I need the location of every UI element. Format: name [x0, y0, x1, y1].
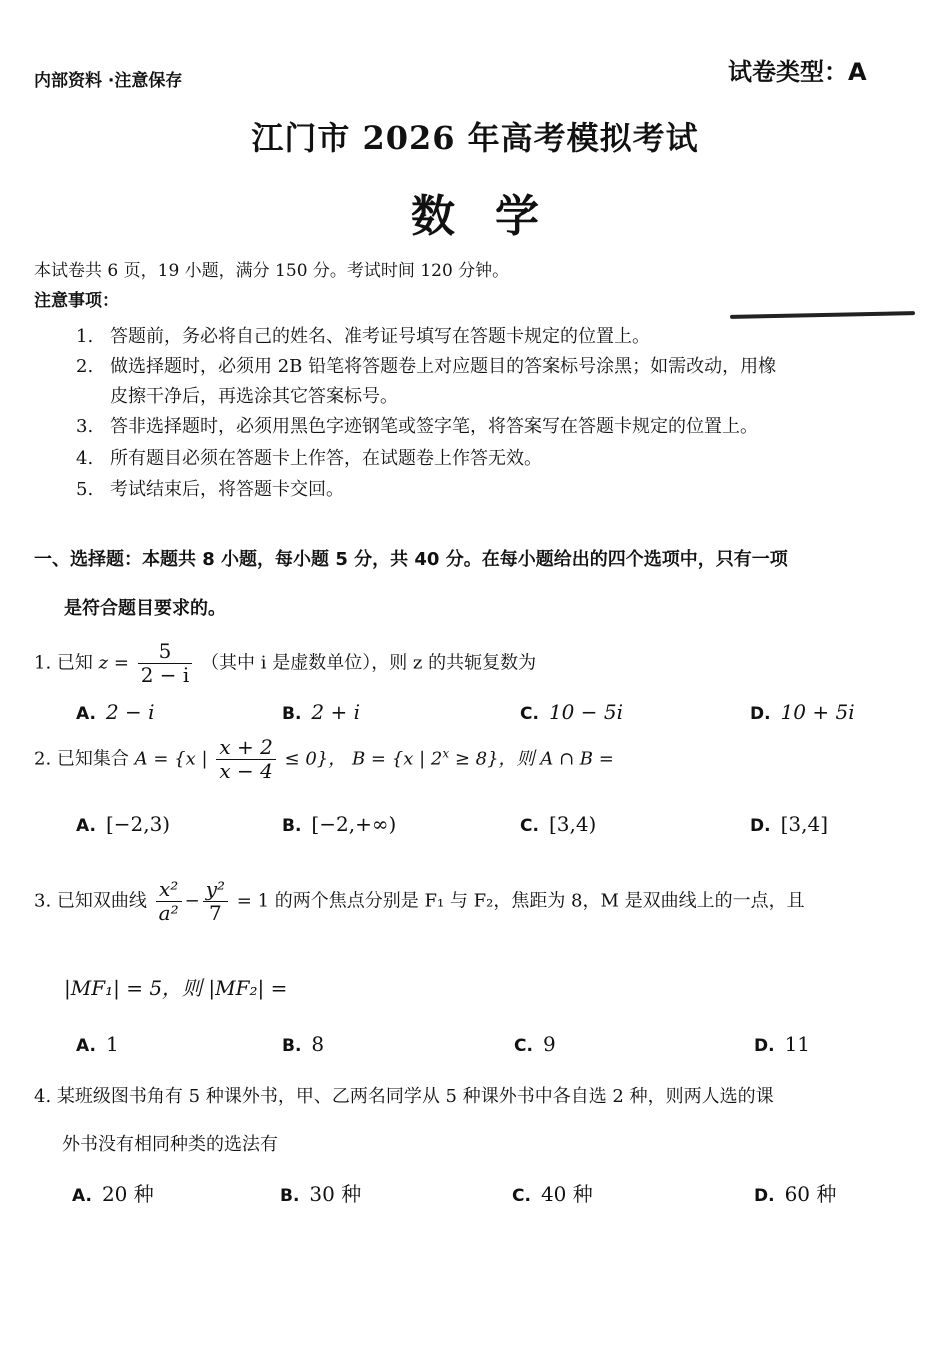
math-expression: ≥ 8}，则 A ∩ B = — [449, 748, 614, 770]
option-a — [76, 700, 155, 724]
question-text: 已知双曲线 — [56, 890, 147, 912]
option-d — [754, 1032, 810, 1056]
fraction-numerator: x + 2 — [216, 736, 275, 760]
option-label: A. — [76, 1036, 96, 1056]
option-label: A. — [76, 816, 96, 836]
notice-number: 4. — [76, 448, 94, 469]
fraction — [138, 640, 193, 687]
option-text: 60 种 — [784, 1182, 837, 1206]
option-text: 9 — [542, 1032, 556, 1056]
option-a — [76, 1032, 119, 1056]
question-4 — [34, 1082, 774, 1108]
notice-item-5 — [76, 475, 344, 501]
confidential-label: 内部资料 ·注意保存 — [34, 71, 183, 91]
notice-text: 答题前，务必将自己的姓名、准考证号填写在答题卡规定的位置上。 — [110, 326, 650, 347]
question-number: 1. — [34, 652, 52, 674]
option-text: 20 种 — [101, 1182, 154, 1206]
notice-text: 答非选择题时，必须用黑色字迹钢笔或签字笔，将答案写在答题卡规定的位置上。 — [110, 416, 758, 437]
option-label: B. — [280, 1186, 300, 1206]
option-label: A. — [76, 704, 96, 724]
notice-number: 5. — [76, 479, 94, 500]
notice-number: 1. — [76, 326, 94, 347]
option-text: [3,4) — [548, 812, 597, 836]
option-label: D. — [754, 1036, 775, 1056]
notice-text: 所有题目必须在答题卡上作答，在试题卷上作答无效。 — [110, 448, 542, 469]
question-number: 3. — [34, 890, 52, 912]
notice-item-2 — [76, 352, 776, 378]
question-1 — [34, 640, 536, 687]
option-text: 2 + i — [311, 700, 361, 724]
option-c — [520, 700, 623, 724]
fraction — [216, 736, 275, 783]
notice-text: 做选择题时，必须用 2B 铅笔将答题卷上对应题目的答案标号涂黑；如需改动，用橡 — [110, 356, 777, 377]
option-text: 1 — [105, 1032, 119, 1056]
fraction-denominator: 7 — [209, 901, 222, 925]
fraction — [203, 878, 228, 925]
fraction-numerator: y² — [203, 878, 228, 902]
question-3 — [34, 878, 805, 925]
option-d — [754, 1178, 836, 1207]
exponent: x — [442, 746, 450, 761]
fraction-denominator: x − 4 — [219, 759, 273, 783]
option-c — [520, 812, 596, 836]
option-label: C. — [520, 704, 539, 724]
notice-text: 考试结束后，将答题卡交回。 — [110, 479, 344, 500]
fraction — [156, 878, 182, 925]
option-text: 30 种 — [309, 1182, 362, 1206]
question-text: 某班级图书角有 5 种课外书，甲、乙两名同学从 5 种课外书中各自选 2 种，则两人选的课 — [56, 1086, 774, 1107]
option-text: [3,4] — [780, 812, 828, 836]
minus-sign: − — [184, 890, 200, 912]
question-text: = 1 的两个焦点分别是 F₁ 与 F₂，焦距为 8，M 是双曲线上的一点，且 — [236, 890, 805, 912]
math-expression: A = {x | — [134, 748, 208, 770]
option-label: D. — [750, 816, 771, 836]
option-d — [750, 700, 855, 724]
notice-item-2-continued: 皮擦干净后，再选涂其它答案标号。 — [110, 386, 398, 407]
option-label: C. — [512, 1186, 531, 1206]
option-a — [76, 812, 170, 836]
section-heading-continued: 是符合题目要求的。 — [64, 598, 226, 619]
pen-stroke-mark — [730, 311, 915, 319]
option-text: 8 — [311, 1032, 325, 1056]
fraction-numerator: 5 — [138, 640, 193, 664]
option-label: B. — [282, 816, 302, 836]
exam-intro: 本试卷共 6 页，19 小题，满分 150 分。考试时间 120 分钟。 — [34, 261, 510, 281]
option-d — [750, 812, 828, 836]
notice-number: 2. — [76, 356, 94, 377]
option-label: C. — [514, 1036, 533, 1056]
option-label: D. — [754, 1186, 775, 1206]
fraction-denominator: a² — [158, 901, 179, 925]
option-label: B. — [282, 704, 302, 724]
notice-number: 3. — [76, 416, 94, 437]
fraction-denominator: 2 − i — [140, 663, 190, 687]
option-text: 11 — [784, 1032, 811, 1056]
option-label: A. — [72, 1186, 92, 1206]
exam-title: 江门市 2026 年高考模拟考试 — [251, 119, 699, 157]
option-text: 10 − 5i — [548, 700, 623, 724]
question-number: 2. — [34, 748, 52, 770]
option-text: 10 + 5i — [780, 700, 855, 724]
option-label: D. — [750, 704, 771, 724]
option-b — [282, 1032, 324, 1056]
subject-title: 数学 — [411, 191, 579, 242]
notice-item-1 — [76, 322, 650, 348]
section-heading: 一、选择题：本题共 8 小题，每小题 5 分，共 40 分。在每小题给出的四个选项中，只有一项 — [34, 549, 788, 570]
question-text: 已知 — [56, 652, 93, 674]
question-4-line-2: 外书没有相同种类的选法有 — [62, 1134, 278, 1155]
fraction-numerator: x² — [156, 878, 182, 902]
option-text: [−2,3) — [105, 812, 171, 836]
option-c — [512, 1178, 593, 1207]
notice-item-4 — [76, 444, 542, 470]
question-text: 已知集合 — [56, 748, 129, 770]
notice-item-3 — [76, 412, 758, 438]
option-label: B. — [282, 1036, 302, 1056]
option-c — [514, 1032, 556, 1056]
question-text: （其中 i 是虚数单位），则 z 的共轭复数为 — [201, 652, 537, 674]
option-b — [282, 812, 396, 836]
paper-type-label: 试卷类型：A — [728, 58, 867, 86]
option-text: 40 种 — [540, 1182, 593, 1206]
option-text: [−2,+∞) — [311, 812, 397, 836]
option-a — [72, 1178, 154, 1207]
question-number: 4. — [34, 1086, 52, 1107]
question-2 — [34, 736, 614, 783]
question-3-line-2: |MF₁| = 5，则 |MF₂| = — [64, 976, 288, 1000]
option-text: 2 − i — [105, 700, 155, 724]
math-expression: B = {x | 2 — [351, 748, 443, 770]
option-b — [282, 700, 360, 724]
math-expression: z = — [98, 652, 129, 674]
option-b — [280, 1178, 361, 1207]
option-label: C. — [520, 816, 539, 836]
math-expression: ≤ 0}， — [284, 748, 347, 770]
notice-heading: 注意事项： — [34, 291, 119, 311]
